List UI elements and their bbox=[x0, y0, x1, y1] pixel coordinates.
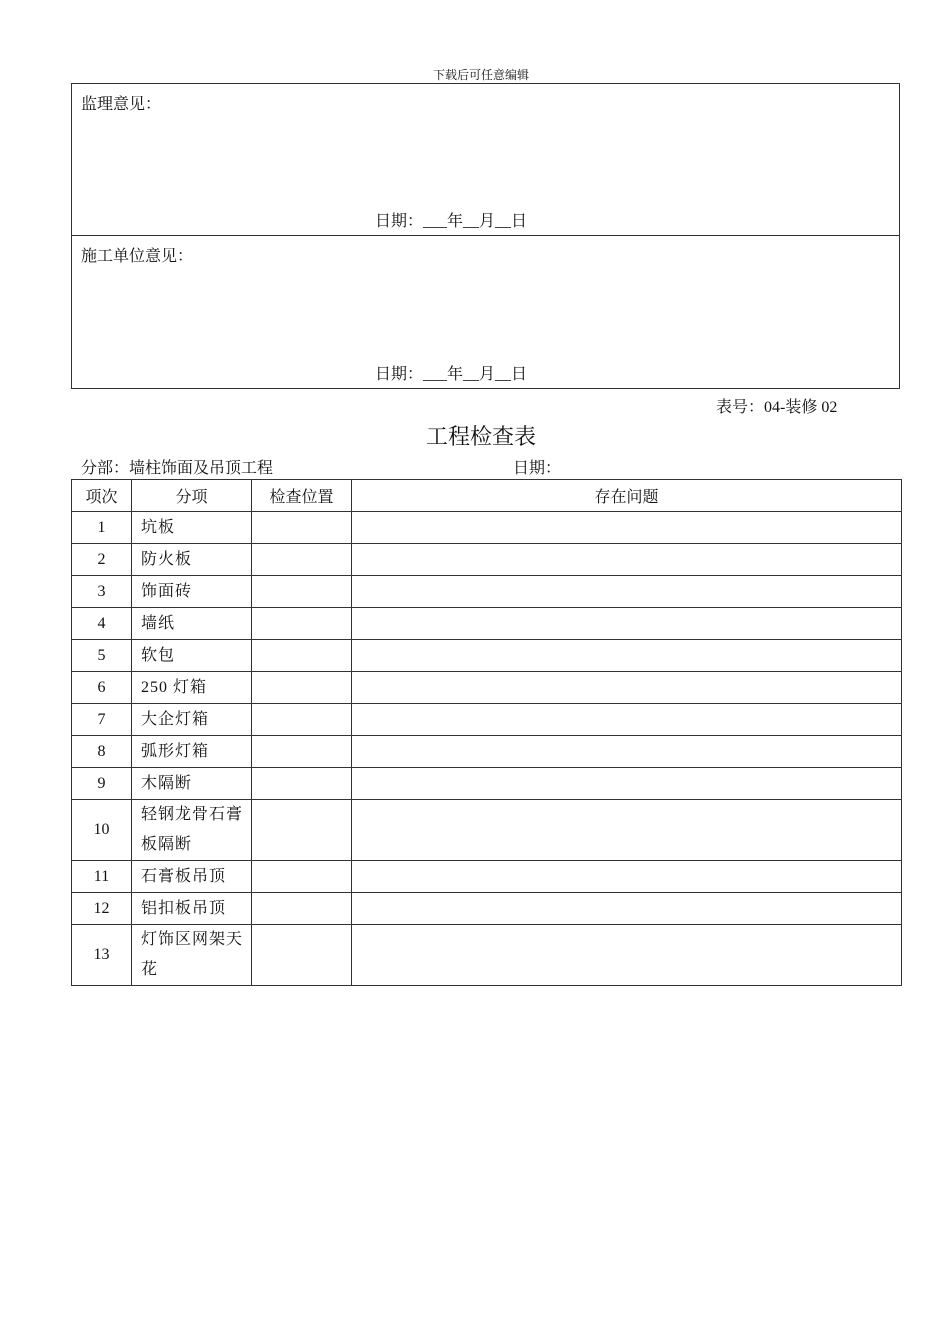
table-row bbox=[72, 768, 902, 800]
row-issues-cell bbox=[352, 608, 902, 640]
row-item: 大企灯箱 bbox=[132, 704, 252, 736]
column-header-issues: 存在问题 bbox=[352, 480, 902, 512]
supervision-opinion-label: 监理意见： bbox=[81, 96, 162, 113]
inspection-table bbox=[71, 479, 902, 986]
row-issues-cell bbox=[352, 672, 902, 704]
row-issues-cell bbox=[352, 576, 902, 608]
row-location-cell bbox=[252, 768, 352, 800]
row-number: 9 bbox=[72, 768, 132, 800]
table-row bbox=[72, 800, 902, 861]
table-row bbox=[72, 893, 902, 925]
supervision-date: 日期：___年__月__日 bbox=[375, 213, 528, 230]
row-location-cell bbox=[252, 672, 352, 704]
row-issues-cell bbox=[352, 736, 902, 768]
row-number: 1 bbox=[72, 512, 132, 544]
row-issues-cell bbox=[352, 925, 902, 986]
row-location-cell bbox=[252, 800, 352, 861]
row-number: 13 bbox=[72, 925, 132, 986]
row-location-cell bbox=[252, 861, 352, 893]
row-number: 12 bbox=[72, 893, 132, 925]
row-item: 250 灯箱 bbox=[132, 672, 252, 704]
table-row bbox=[72, 672, 902, 704]
row-number: 2 bbox=[72, 544, 132, 576]
row-number: 3 bbox=[72, 576, 132, 608]
division-label: 分部：墙柱饰面及吊顶工程 bbox=[81, 460, 274, 477]
row-number: 7 bbox=[72, 704, 132, 736]
row-item: 软包 bbox=[132, 640, 252, 672]
row-location-cell bbox=[252, 893, 352, 925]
table-row bbox=[72, 576, 902, 608]
contractor-opinion-label: 施工单位意见： bbox=[81, 248, 194, 265]
column-header-location: 检查位置 bbox=[252, 480, 352, 512]
row-number: 8 bbox=[72, 736, 132, 768]
table-row bbox=[72, 544, 902, 576]
row-number: 10 bbox=[72, 800, 132, 861]
row-number: 11 bbox=[72, 861, 132, 893]
supervision-opinion-box bbox=[71, 83, 900, 236]
row-location-cell bbox=[252, 544, 352, 576]
row-item: 墙纸 bbox=[132, 608, 252, 640]
form-number: 表号：04-装修 02 bbox=[716, 399, 838, 416]
row-issues-cell bbox=[352, 800, 902, 861]
column-header-no: 项次 bbox=[72, 480, 132, 512]
row-location-cell bbox=[252, 736, 352, 768]
contractor-opinion-box bbox=[71, 235, 900, 389]
row-issues-cell bbox=[352, 512, 902, 544]
row-location-cell bbox=[252, 576, 352, 608]
date-label: 日期： bbox=[513, 460, 562, 477]
table-row bbox=[72, 925, 902, 986]
row-location-cell bbox=[252, 925, 352, 986]
table-row bbox=[72, 512, 902, 544]
row-location-cell bbox=[252, 704, 352, 736]
row-location-cell bbox=[252, 640, 352, 672]
row-number: 5 bbox=[72, 640, 132, 672]
column-header-item: 分项 bbox=[132, 480, 252, 512]
row-issues-cell bbox=[352, 640, 902, 672]
row-item: 弧形灯箱 bbox=[132, 736, 252, 768]
row-issues-cell bbox=[352, 861, 902, 893]
row-issues-cell bbox=[352, 768, 902, 800]
row-item: 石膏板吊顶 bbox=[132, 861, 252, 893]
header-note: 下载后可任意编辑 bbox=[432, 68, 529, 82]
contractor-date: 日期：___年__月__日 bbox=[375, 366, 528, 383]
page-title: 工程检查表 bbox=[425, 424, 536, 449]
row-item: 木隔断 bbox=[132, 768, 252, 800]
table-row bbox=[72, 608, 902, 640]
row-number: 4 bbox=[72, 608, 132, 640]
table-row bbox=[72, 736, 902, 768]
row-issues-cell bbox=[352, 704, 902, 736]
row-number: 6 bbox=[72, 672, 132, 704]
row-location-cell bbox=[252, 608, 352, 640]
row-item: 坑板 bbox=[132, 512, 252, 544]
row-item: 防火板 bbox=[132, 544, 252, 576]
row-item: 铝扣板吊顶 bbox=[132, 893, 252, 925]
table-row bbox=[72, 861, 902, 893]
row-item: 灯饰区网架天花 bbox=[132, 925, 252, 986]
row-issues-cell bbox=[352, 893, 902, 925]
table-row bbox=[72, 704, 902, 736]
row-issues-cell bbox=[352, 544, 902, 576]
row-item: 轻钢龙骨石膏板隔断 bbox=[132, 800, 252, 861]
table-row bbox=[72, 640, 902, 672]
row-location-cell bbox=[252, 512, 352, 544]
row-item: 饰面砖 bbox=[132, 576, 252, 608]
